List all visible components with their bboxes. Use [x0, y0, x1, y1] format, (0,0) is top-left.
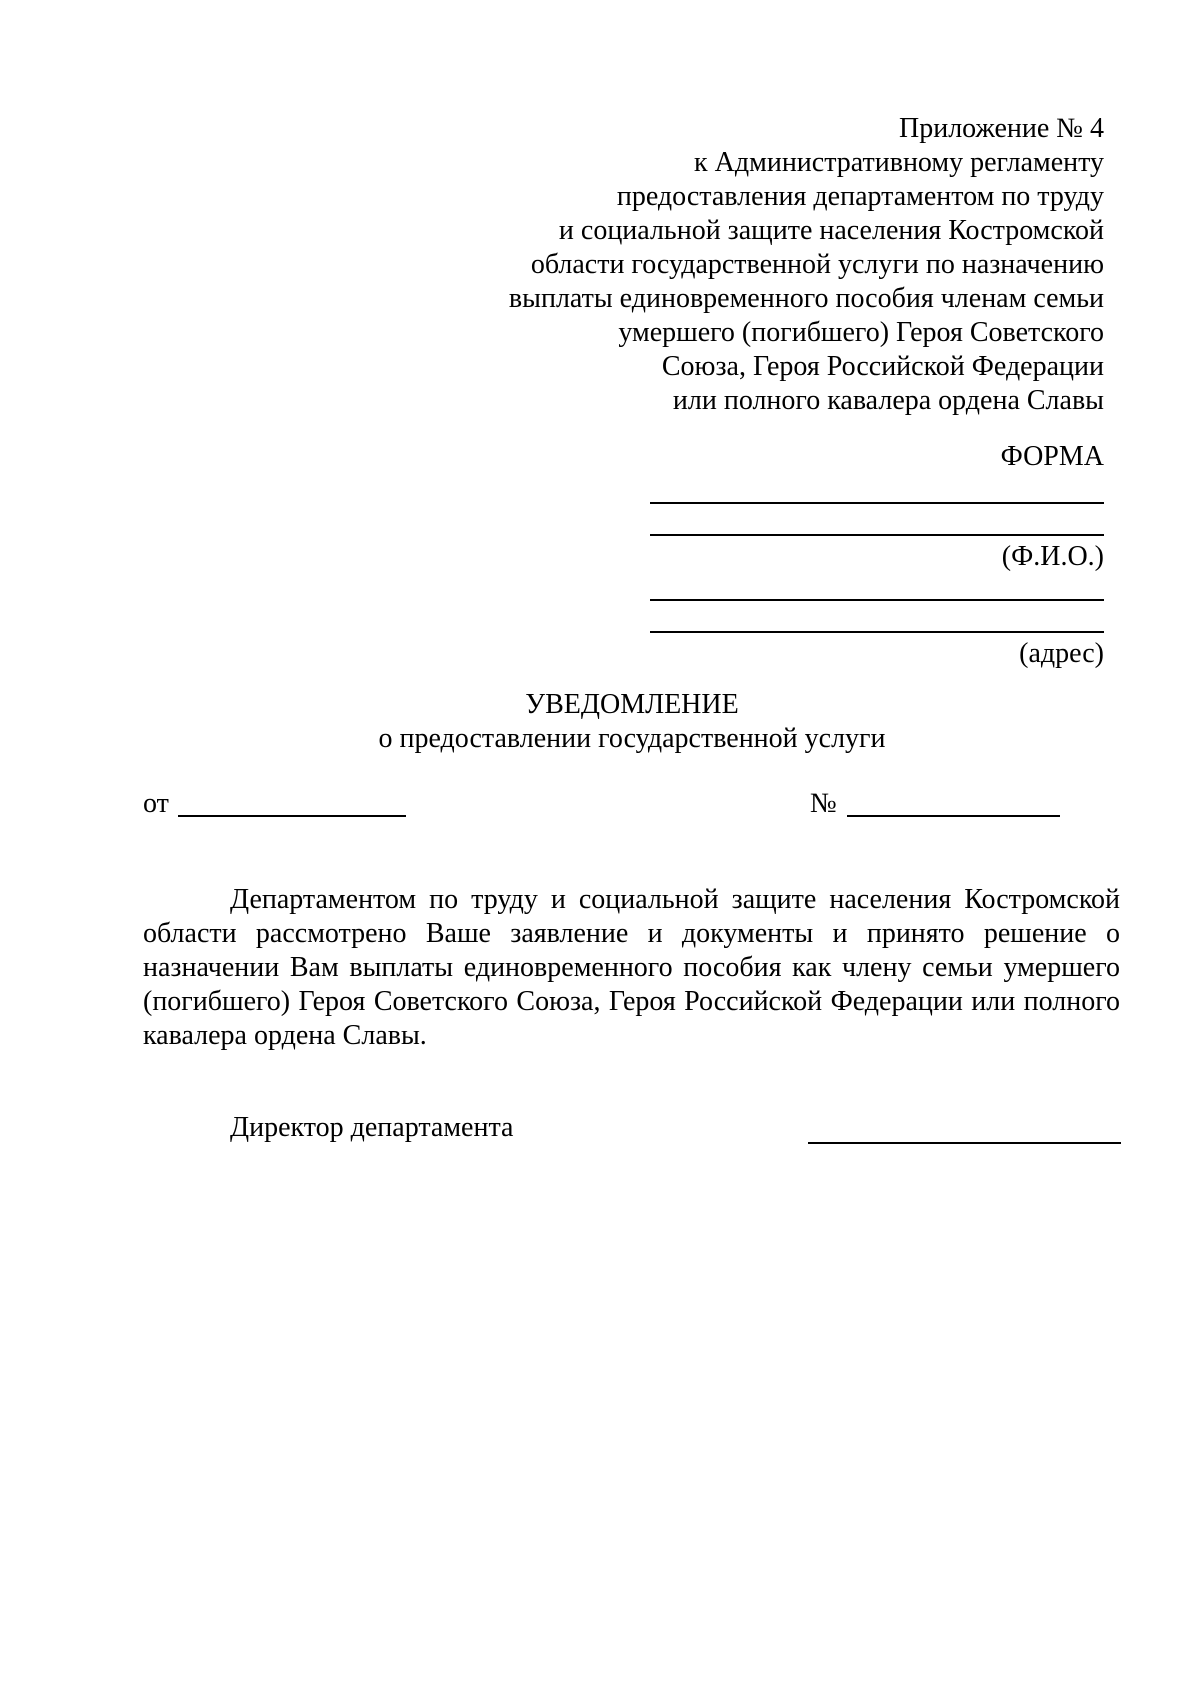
appendix-line: и социальной защите населения Костромской: [558, 215, 1104, 246]
form-label: ФОРМА: [1000, 441, 1104, 472]
recipient-address-line-2: [650, 631, 1104, 633]
recipient-address-line-1: [650, 599, 1104, 601]
appendix-line: предоставления департаментом по труду: [616, 181, 1104, 212]
number-line: [847, 815, 1060, 817]
notice-body: Департаментом по труду и социальной защите населения Костромской области рассмотрено Ваше заявление и документы и принято решение о назначении Вам выплаты единовременного пособия как члену семьи умершего (погибшего) Героя Советского Союза, Героя Российской Федерации или полного кавалера ордена Славы.: [143, 884, 1120, 1051]
appendix-line: области государственной услуги по назначению: [530, 249, 1104, 280]
date-line: [178, 815, 406, 817]
number-label: №: [810, 788, 837, 819]
appendix-line: Союза, Героя Российской Федерации: [661, 351, 1104, 382]
address-caption: (адрес): [1019, 638, 1104, 669]
appendix-header: [464, 112, 1104, 418]
notice-subtitle: о предоставлении государственной услуги: [378, 723, 886, 754]
name-caption: (Ф.И.О.): [1001, 541, 1104, 572]
notice-title: УВЕДОМЛЕНИЕ: [525, 689, 739, 720]
appendix-line: или полного кавалера ордена Славы: [672, 385, 1104, 416]
appendix-line: умершего (погибшего) Героя Советского: [618, 317, 1104, 348]
appendix-line: выплаты единовременного пособия членам семьи: [508, 283, 1104, 314]
appendix-line: Приложение № 4: [899, 113, 1104, 144]
recipient-name-line-2: [650, 534, 1104, 536]
from-label: от: [143, 788, 169, 819]
signature-line: [808, 1142, 1121, 1144]
appendix-line: к Административному регламенту: [694, 147, 1104, 178]
recipient-name-line-1: [650, 502, 1104, 504]
signer-title: Директор департамента: [230, 1112, 514, 1143]
